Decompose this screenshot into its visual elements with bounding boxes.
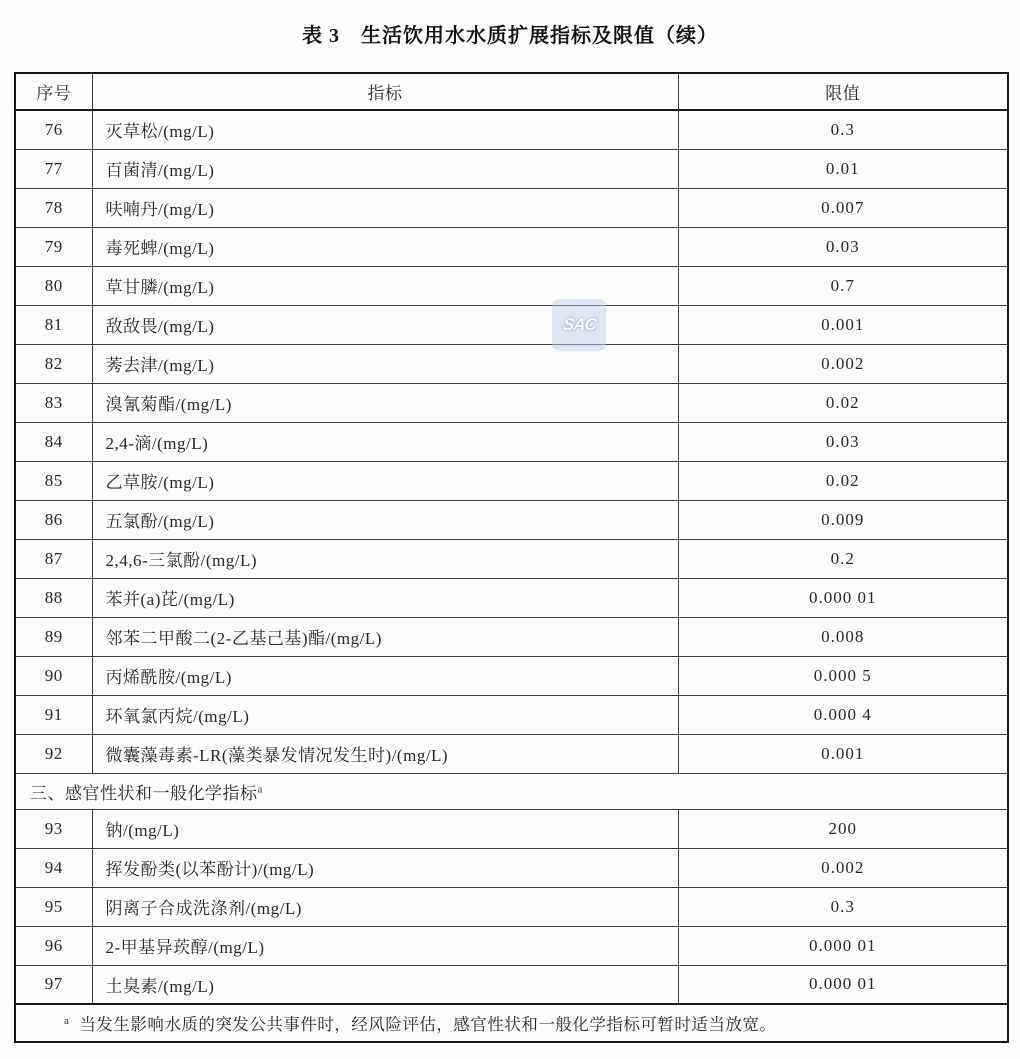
- indicator-cell: 苯并(a)芘/(mg/L): [92, 578, 678, 617]
- indicator-cell: 阴离子合成洗涤剂/(mg/L): [92, 887, 678, 926]
- serial-number-cell: 96: [15, 926, 92, 965]
- indicator-cell: 2,4-滴/(mg/L): [92, 422, 678, 461]
- limit-cell: 0.2: [678, 539, 1008, 578]
- serial-number-cell: 88: [15, 578, 92, 617]
- limit-cell: 0.01: [678, 149, 1008, 188]
- indicator-cell: 土臭素/(mg/L): [92, 965, 678, 1004]
- serial-number-cell: 76: [15, 110, 92, 149]
- table-row: [15, 656, 1008, 695]
- serial-number-cell: 97: [15, 965, 92, 1004]
- section-label: 三、感官性状和一般化学指标$^a$: [15, 773, 1008, 809]
- table-row: [15, 344, 1008, 383]
- indicator-cell: 钠/(mg/L): [92, 809, 678, 848]
- footnote-row: [15, 1004, 1008, 1042]
- table-row: [15, 383, 1008, 422]
- limit-cell: 0.000 01: [678, 578, 1008, 617]
- header-indicator: 指标: [92, 73, 678, 110]
- serial-number-cell: 95: [15, 887, 92, 926]
- table-row: [15, 305, 1008, 344]
- limit-cell: 0.002: [678, 344, 1008, 383]
- serial-number-cell: 81: [15, 305, 92, 344]
- limit-cell: 0.001: [678, 734, 1008, 773]
- limit-cell: 0.02: [678, 461, 1008, 500]
- indicator-cell: 草甘膦/(mg/L): [92, 266, 678, 305]
- section-footnote-marker: a: [257, 782, 263, 795]
- serial-number-cell: 87: [15, 539, 92, 578]
- table-row: [15, 188, 1008, 227]
- limit-cell: 0.007: [678, 188, 1008, 227]
- serial-number-cell: 83: [15, 383, 92, 422]
- table-row: [15, 539, 1008, 578]
- footnote-marker: a: [64, 1014, 70, 1027]
- indicator-cell: 挥发酚类(以苯酚计)/(mg/L): [92, 848, 678, 887]
- table-row: [15, 965, 1008, 1004]
- indicator-cell: 乙草胺/(mg/L): [92, 461, 678, 500]
- serial-number-cell: 79: [15, 227, 92, 266]
- limit-cell: 0.008: [678, 617, 1008, 656]
- serial-number-cell: 77: [15, 149, 92, 188]
- serial-number-cell: 90: [15, 656, 92, 695]
- serial-number-cell: 94: [15, 848, 92, 887]
- indicator-cell: 毒死蜱/(mg/L): [92, 227, 678, 266]
- section-row: [15, 773, 1008, 809]
- indicator-cell: 百菌清/(mg/L): [92, 149, 678, 188]
- serial-number-cell: 91: [15, 695, 92, 734]
- indicator-cell: 微囊藻毒素-LR(藻类暴发情况发生时)/(mg/L): [92, 734, 678, 773]
- serial-number-cell: 92: [15, 734, 92, 773]
- indicator-cell: 灭草松/(mg/L): [92, 110, 678, 149]
- serial-number-cell: 86: [15, 500, 92, 539]
- table-row: [15, 578, 1008, 617]
- indicator-cell: 敌敌畏/(mg/L): [92, 305, 678, 344]
- limit-cell: 0.000 5: [678, 656, 1008, 695]
- serial-number-cell: 78: [15, 188, 92, 227]
- limit-cell: 0.3: [678, 887, 1008, 926]
- table-row: [15, 887, 1008, 926]
- indicator-cell: 丙烯酰胺/(mg/L): [92, 656, 678, 695]
- footnote-body: 当发生影响水质的突发公共事件时，经风险评估，感官性状和一般化学指标可暂时适当放宽。: [79, 1015, 777, 1034]
- header-limit: 限值: [678, 73, 1008, 110]
- table-row: [15, 110, 1008, 149]
- indicator-cell: 邻苯二甲酸二(2-乙基己基)酯/(mg/L): [92, 617, 678, 656]
- indicator-cell: 溴氰菊酯/(mg/L): [92, 383, 678, 422]
- indicator-cell: 2,4,6-三氯酚/(mg/L): [92, 539, 678, 578]
- table-row: [15, 734, 1008, 773]
- table-row: [15, 149, 1008, 188]
- indicator-cell: 环氧氯丙烷/(mg/L): [92, 695, 678, 734]
- indicator-cell: 五氯酚/(mg/L): [92, 500, 678, 539]
- header-serial-number: 序号: [15, 73, 92, 110]
- limit-cell: 0.000 01: [678, 926, 1008, 965]
- table-body: [15, 110, 1008, 1042]
- footnote-text: [15, 1004, 1008, 1042]
- serial-number-cell: 85: [15, 461, 92, 500]
- limit-cell: 0.000 01: [678, 965, 1008, 1004]
- limit-cell: 0.002: [678, 848, 1008, 887]
- limit-cell: 0.03: [678, 227, 1008, 266]
- table-row: [15, 500, 1008, 539]
- limit-cell: 0.000 4: [678, 695, 1008, 734]
- limit-cell: 200: [678, 809, 1008, 848]
- limit-cell: 0.009: [678, 500, 1008, 539]
- table-row: [15, 266, 1008, 305]
- table-row: [15, 461, 1008, 500]
- table-row: [15, 227, 1008, 266]
- serial-number-cell: 93: [15, 809, 92, 848]
- serial-number-cell: 80: [15, 266, 92, 305]
- water-quality-table: [14, 72, 1009, 1043]
- serial-number-cell: 82: [15, 344, 92, 383]
- indicator-cell: 呋喃丹/(mg/L): [92, 188, 678, 227]
- sac-watermark-text: SAC: [561, 315, 597, 334]
- serial-number-cell: 84: [15, 422, 92, 461]
- table-row: [15, 809, 1008, 848]
- table-row: [15, 617, 1008, 656]
- table-title: 表 3 生活饮用水水质扩展指标及限值（续）: [302, 25, 718, 47]
- table-row: [15, 422, 1008, 461]
- indicator-cell: 莠去津/(mg/L): [92, 344, 678, 383]
- table-header-row: [15, 73, 1008, 110]
- table-row: [15, 848, 1008, 887]
- indicator-cell: 2-甲基异莰醇/(mg/L): [92, 926, 678, 965]
- table-row: [15, 695, 1008, 734]
- limit-cell: 0.02: [678, 383, 1008, 422]
- table-row: [15, 926, 1008, 965]
- serial-number-cell: 89: [15, 617, 92, 656]
- limit-cell: 0.7: [678, 266, 1008, 305]
- limit-cell: 0.001: [678, 305, 1008, 344]
- limit-cell: 0.3: [678, 110, 1008, 149]
- limit-cell: 0.03: [678, 422, 1008, 461]
